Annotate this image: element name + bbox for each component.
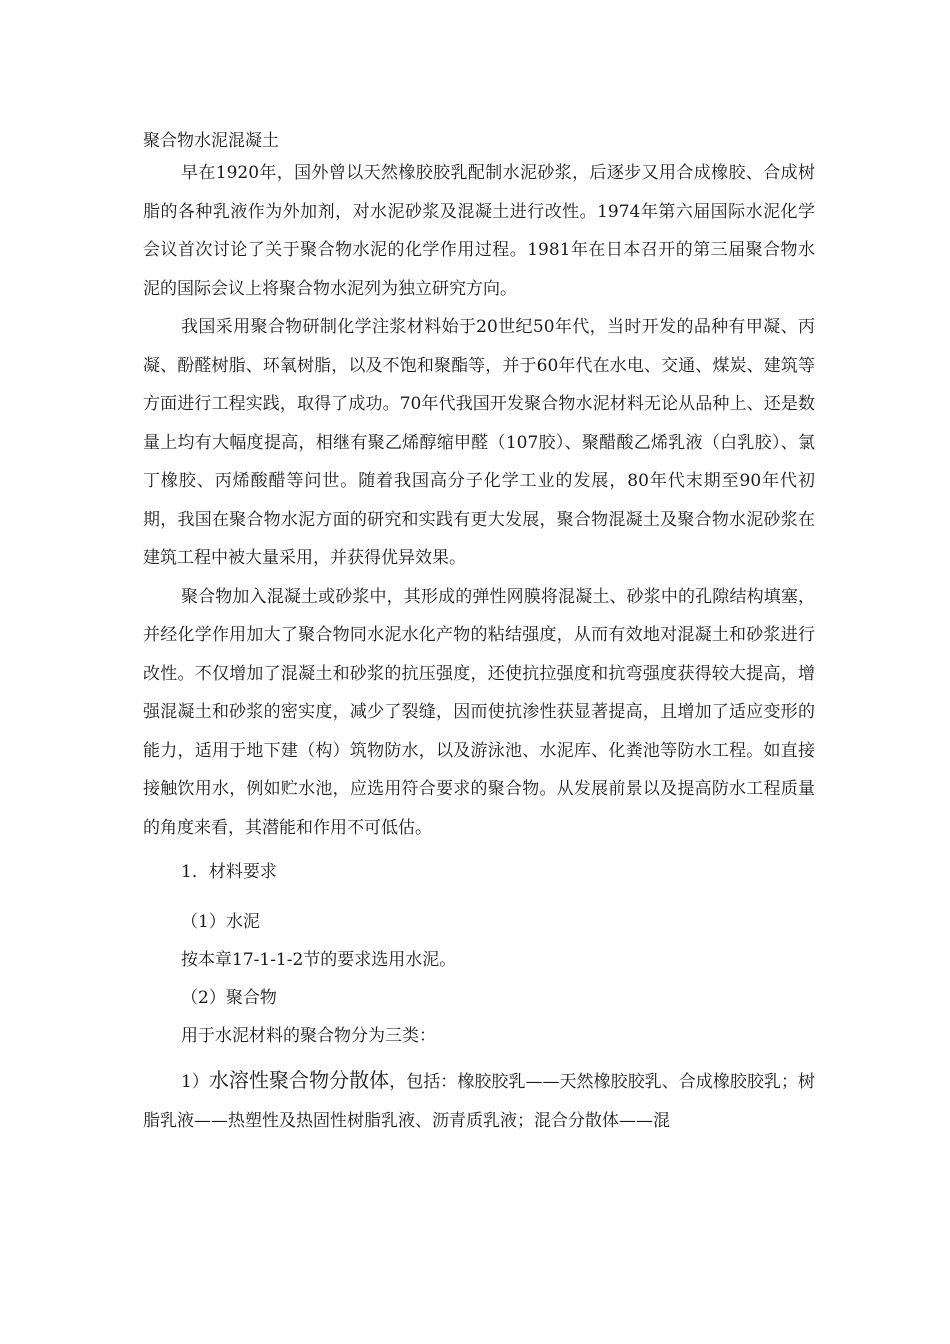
subsection-heading-polymer: （2）聚合物: [181, 988, 277, 1008]
polymer-classification-text: 用于水泥材料的聚合物分为三类：: [181, 1026, 436, 1046]
paragraph-history: 早在1920年，国外曾以天然橡胶胶乳配制水泥砂浆，后逐步又用合成橡胶、合成树脂的各种乳液作为外加剂，对水泥砂浆及混凝土进行改性。1974年第六届国际水泥化学会议首次讨论了关于聚合物水泥的化学作用过程。1981年在日本召开的第三届聚合物水泥的国际会议上将聚合物水泥列为独立研究方向。: [143, 163, 815, 299]
list-item-text: ，包括：橡胶胶乳——天然橡胶胶乳、合成橡胶胶乳；树脂乳液——热塑性及热固性树脂乳液、沥青质乳液；混合分散体——混: [143, 1072, 815, 1131]
subsection-heading-cement: （1）水泥: [181, 912, 260, 932]
paragraph-mechanism: 聚合物加入混凝土或砂浆中，其形成的弹性网膜将混凝土、砂浆中的孔隙结构填塞，并经化学作用加大了聚合物同水泥水化产物的粘结强度，从而有效地对混凝土和砂浆进行改性。不仅增加了混凝土和砂浆的抗压强度，还使抗拉强度和抗弯强度获得较大提高，增强混凝土和砂浆的密实度，减少了裂缝，因而使抗渗性获显著提高，且增加了适应变形的能力，适用于地下建（构）筑物防水，以及游泳池、水泥库、化粪池等防水工程。如直接接触饮用水，例如贮水池，应选用符合要求的聚合物。从发展前景以及提高防水工程质量的角度来看，其潜能和作用不可低估。: [143, 586, 815, 838]
document-body: [143, 128, 815, 1140]
paragraph-china-development: 我国采用聚合物研制化学注浆材料始于20世纪50年代，当时开发的品种有甲凝、丙凝、酚醛树脂、环氧树脂，以及不饱和聚酯等，并于60年代在水电、交通、煤炭、建筑等方面进行工程实践，取得了成功。70年代我国开发聚合物水泥材料无论从品种上、还是数量上均有大幅度提高，相继有聚乙烯醇缩甲醛（107胶）、聚醋酸乙烯乳液（白乳胶）、氯丁橡胶、丙烯酸醋等问世。随着我国高分子化学工业的发展，80年代末期至90年代初期，我国在聚合物水泥方面的研究和实践有更大发展，聚合物混凝土及聚合物水泥砂浆在建筑工程中被大量采用，并获得优异效果。: [143, 317, 815, 568]
section-heading-materials: 1．材料要求: [181, 862, 277, 882]
list-item-number: 1）: [181, 1072, 209, 1092]
list-item-water-soluble-polymer: [143, 1061, 815, 1140]
list-item-lead-term: 水溶性聚合物分散体: [208, 1068, 390, 1092]
document-title: 聚合物水泥混凝土: [143, 131, 279, 151]
cement-requirement-text: 按本章17-1-1-2节的要求选用水泥。: [181, 950, 457, 970]
